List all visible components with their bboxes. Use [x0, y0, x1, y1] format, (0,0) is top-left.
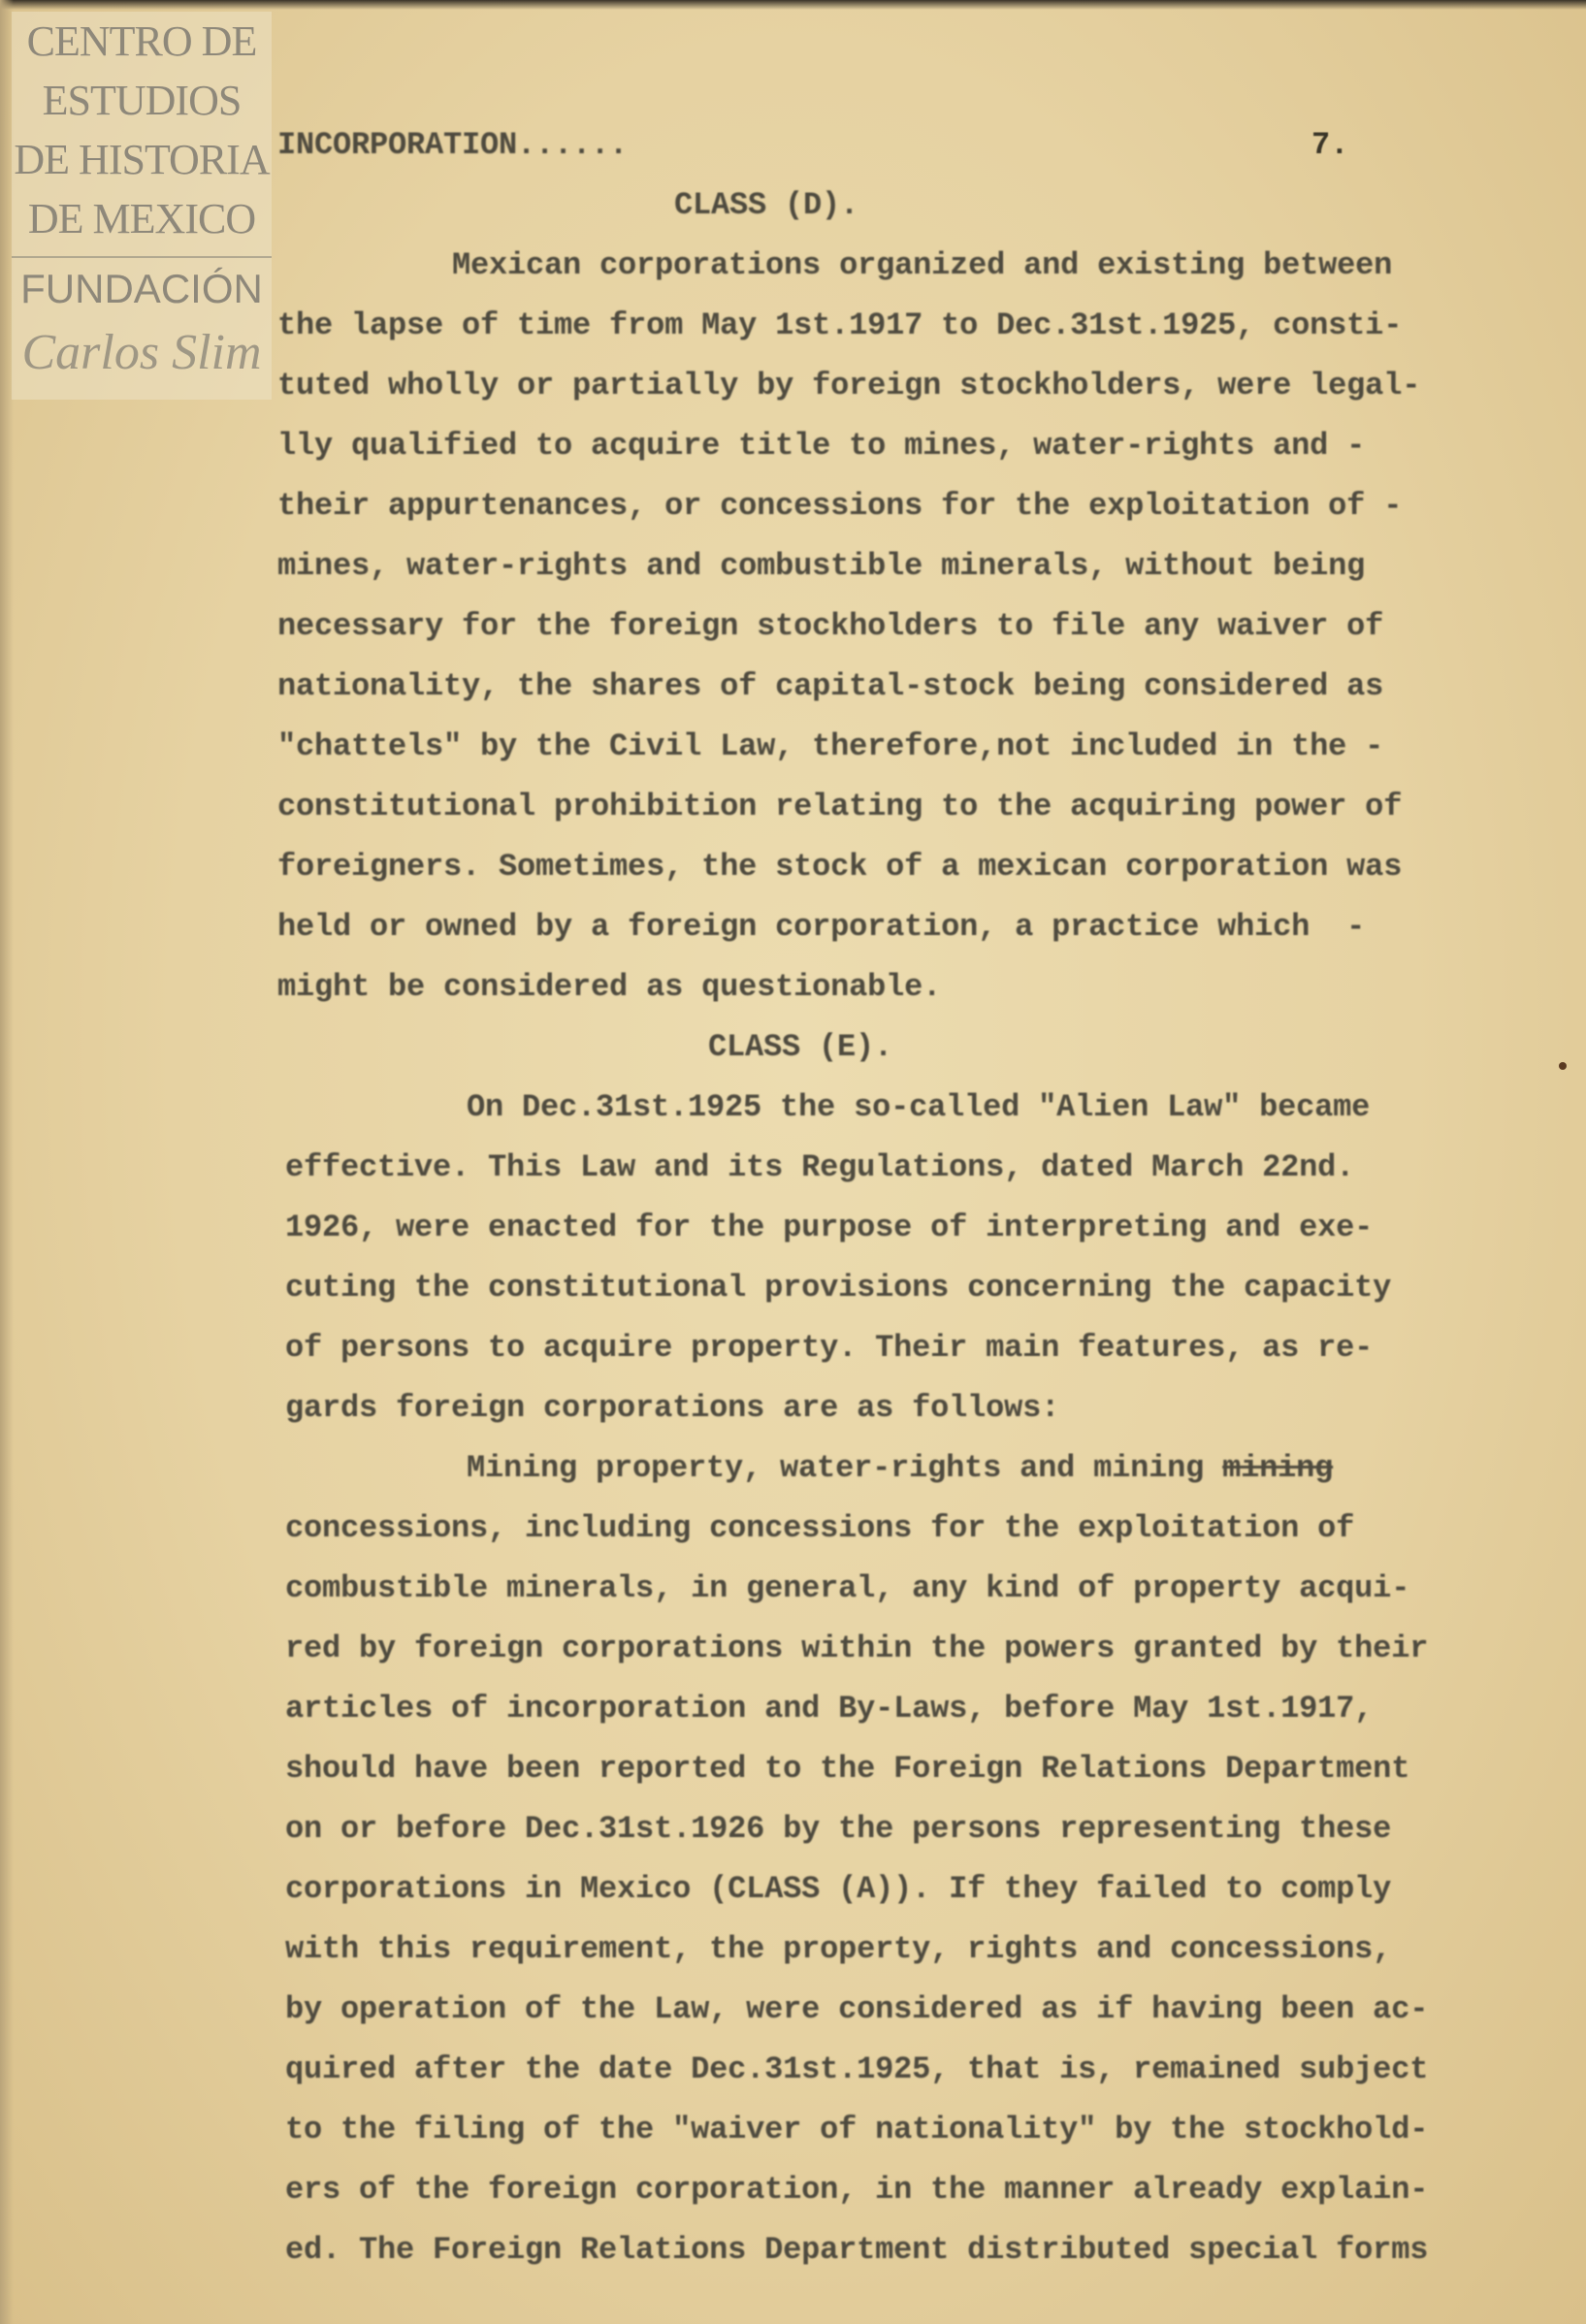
text-line — [277, 1980, 1461, 2040]
line-text: necessary for the foreign stockholders to file any waiver of — [277, 608, 1384, 644]
watermark-line: DE MEXICO — [27, 195, 256, 242]
line-text: tuted wholly or partially by foreign stockholders, were legal- — [277, 368, 1421, 403]
text-line — [277, 2100, 1461, 2160]
line-text: CLASS (E). — [708, 1029, 893, 1065]
line-text: red by foreign corporations within the powers granted by their — [285, 1630, 1429, 1666]
page-number: 7. — [1311, 127, 1349, 163]
line-text: corporations in Mexico (CLASS (A)). If they failed to comply — [285, 1871, 1392, 1907]
text-line — [277, 236, 1461, 296]
section-heading — [277, 176, 1461, 236]
text-line — [277, 1920, 1461, 1980]
watermark-line: DE HISTORIA — [14, 136, 270, 183]
text-line — [277, 1859, 1461, 1920]
text-line — [277, 657, 1461, 717]
line-text: Mining property, water-rights and mining — [467, 1450, 1223, 1486]
line-text: CLASS (D). — [674, 187, 859, 223]
text-line — [277, 717, 1461, 777]
watermark-foundation: FUNDACIÓN — [20, 266, 263, 311]
text-line — [277, 1679, 1461, 1739]
text-line — [277, 1799, 1461, 1859]
text-line — [277, 1438, 1461, 1499]
text-line — [277, 1559, 1461, 1619]
line-text: on or before Dec.31st.1926 by the persons representing these — [285, 1811, 1392, 1847]
line-text: should have been reported to the Foreign Relations Department — [285, 1751, 1410, 1787]
line-text: foreigners. Sometimes, the stock of a mexican corporation was — [277, 849, 1403, 885]
line-text: of persons to acquire property. Their main features, as re- — [285, 1330, 1374, 1366]
paper-blemish — [1559, 1062, 1567, 1070]
watermark-line: CENTRO DE — [26, 17, 257, 65]
text-line — [277, 837, 1461, 897]
line-text: concessions, including concessions for the exploitation of — [285, 1510, 1355, 1546]
section-heading — [277, 1017, 1461, 1078]
text-line — [277, 1078, 1461, 1138]
line-text: cuting the constitutional provisions concerning the capacity — [285, 1270, 1392, 1306]
text-line — [277, 777, 1461, 837]
line-text: Mexican corporations organized and existing between — [452, 247, 1393, 283]
line-text: "chattels" by the Civil Law, therefore,not included in the - — [277, 728, 1384, 764]
line-text: lly qualified to acquire title to mines, water-rights and - — [277, 428, 1366, 464]
text-line — [277, 476, 1461, 536]
text-line — [277, 416, 1461, 476]
line-text: nationality, the shares of capital-stock being considered as — [277, 668, 1384, 704]
text-line — [277, 2220, 1461, 2280]
line-text: articles of incorporation and By-Laws, before May 1st.1917, — [285, 1691, 1374, 1727]
text-line — [277, 897, 1461, 957]
text-line — [277, 536, 1461, 597]
archive-watermark-logo — [12, 12, 272, 400]
line-text: mines, water-rights and combustible minerals, without being — [277, 548, 1366, 584]
line-text: quired after the date Dec.31st.1925, that is, remained subject — [285, 2051, 1429, 2087]
typed-document-page — [277, 115, 1461, 2280]
text-line — [277, 2160, 1461, 2220]
line-text: On Dec.31st.1925 the so-called "Alien Law" became — [467, 1089, 1371, 1125]
line-text: might be considered as questionable. — [277, 969, 942, 1005]
line-text: combustible minerals, in general, any kind of property acqui- — [285, 1570, 1410, 1606]
text-line — [277, 957, 1461, 1017]
line-text: by operation of the Law, were considered as if having been ac- — [285, 1991, 1429, 2027]
text-line — [277, 597, 1461, 657]
text-line — [277, 1258, 1461, 1318]
line-text: gards foreign corporations are as follows: — [285, 1390, 1060, 1426]
text-line — [277, 2040, 1461, 2100]
document-header: INCORPORATION...... — [277, 127, 629, 163]
text-line — [277, 1378, 1461, 1438]
line-text: to the filing of the "waiver of nationality" by the stockhold- — [285, 2112, 1429, 2147]
text-line — [277, 1138, 1461, 1198]
line-text: held or owned by a foreign corporation, a practice which - — [277, 909, 1366, 945]
scan-edge-top — [0, 0, 1586, 10]
text-line — [277, 1318, 1461, 1378]
watermark-line: ESTUDIOS — [42, 77, 242, 124]
line-text: their appurtenances, or concessions for the exploitation of - — [277, 488, 1403, 524]
text-line — [277, 1499, 1461, 1559]
line-text: effective. This Law and its Regulations, dated March 22nd. — [285, 1149, 1355, 1185]
line-text: the lapse of time from May 1st.1917 to Dec.31st.1925, consti- — [277, 307, 1403, 343]
text-line — [277, 356, 1461, 416]
line-text: constitutional prohibition relating to the acquiring power of — [277, 789, 1403, 824]
text-line — [277, 1619, 1461, 1679]
text-line — [277, 1198, 1461, 1258]
struck-out-word: mining — [1222, 1450, 1334, 1486]
document-body — [277, 176, 1461, 2280]
line-text: 1926, were enacted for the purpose of interpreting and exe- — [285, 1210, 1374, 1245]
text-line — [277, 1739, 1461, 1799]
watermark-divider — [12, 256, 272, 258]
line-text: with this requirement, the property, rights and concessions, — [285, 1931, 1392, 1967]
watermark-signature: Carlos Slim — [21, 325, 262, 380]
line-text: ers of the foreign corporation, in the manner already explain- — [285, 2172, 1429, 2208]
text-line — [277, 296, 1461, 356]
line-text: ed. The Foreign Relations Department distributed special forms — [285, 2232, 1429, 2268]
